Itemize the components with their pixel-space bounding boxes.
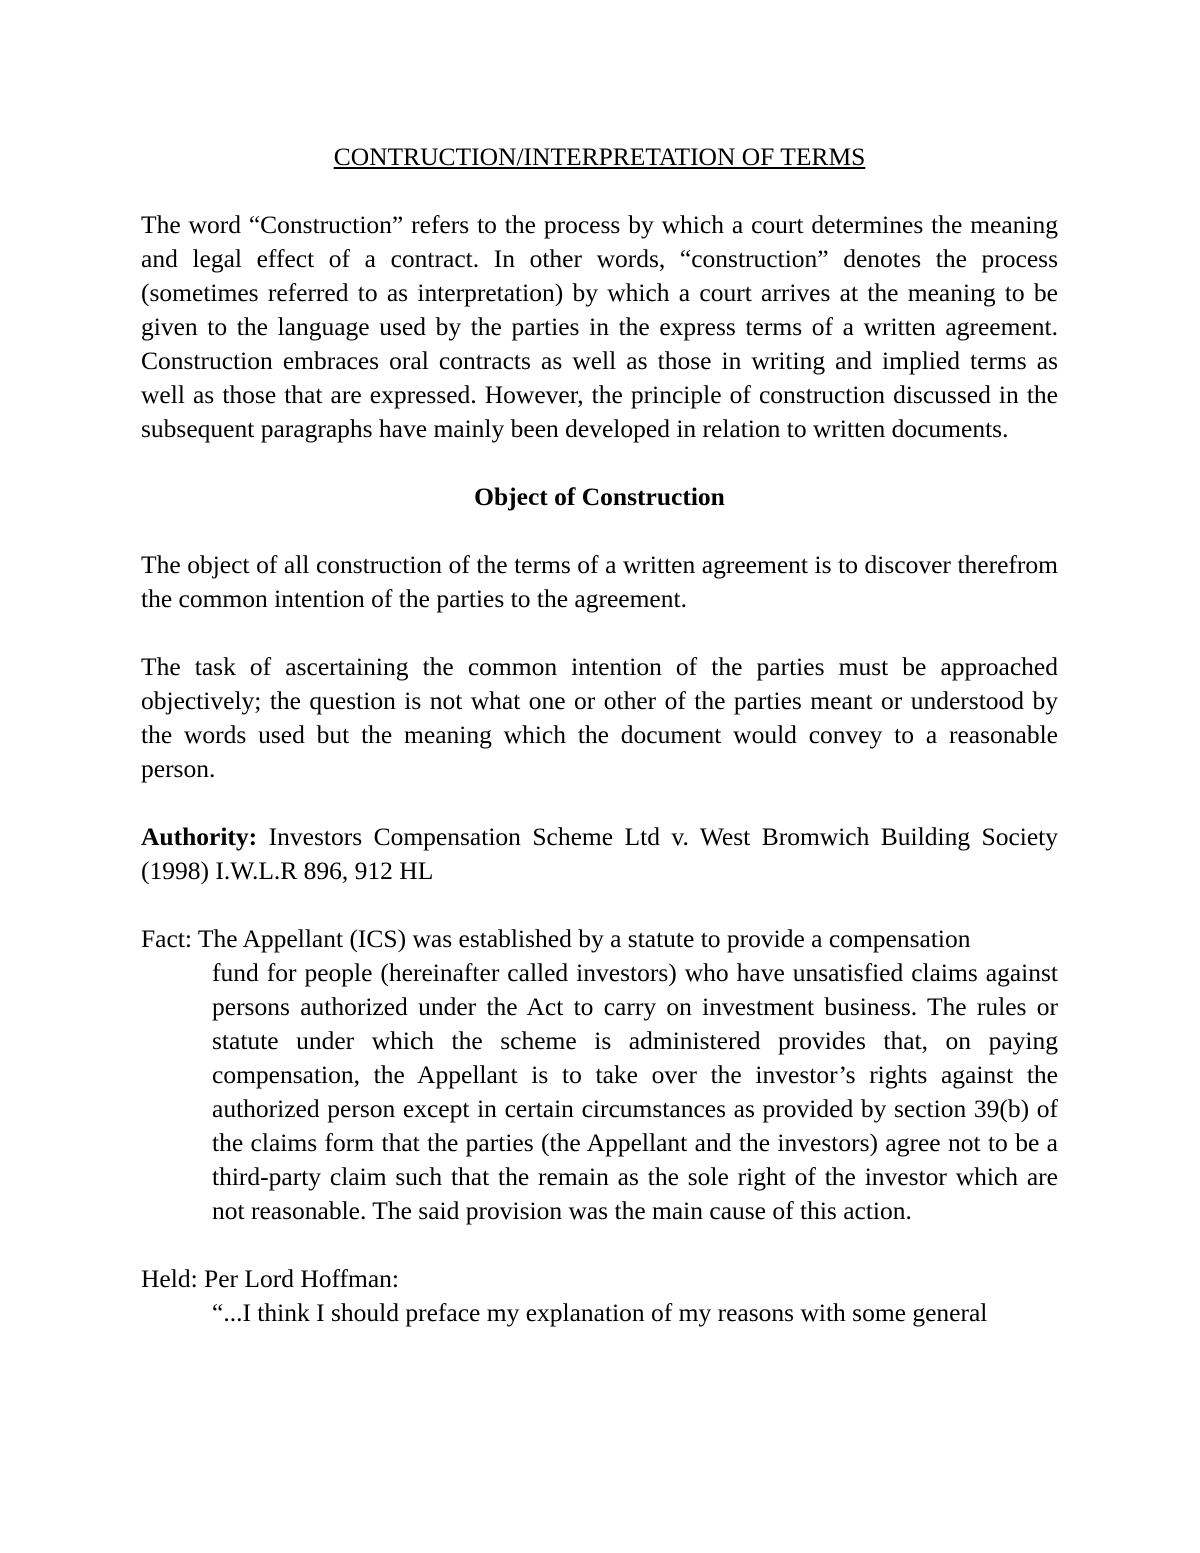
spacer: [141, 174, 1058, 208]
spacer: [141, 446, 1058, 480]
section-heading: Object of Construction: [474, 482, 725, 511]
intro-paragraph: The word “Construction” refers to the process by which a court determines the meaning and legal effect of a contract. In other words, “construction” denotes the process (sometimes referred to as interpretation) by which a court arrives at the meaning to be given to the language used by the parties in the express terms of a written agreement. Construction embraces oral contracts as well as those in writing and implied terms as well as those that are expressed. However, the principle of construction discussed in the subsequent paragraphs have mainly been developed in relation to written documents.: [141, 210, 1058, 443]
spacer: [141, 514, 1058, 548]
fact-block: [141, 922, 1058, 1228]
document-title: CONTRUCTION/INTERPRETATION OF TERMS: [333, 142, 866, 171]
object-paragraph: The object of all construction of the terms of a written agreement is to discover therefrom the common intention of the parties to the agreement.: [141, 550, 1058, 613]
spacer: [141, 786, 1058, 820]
fact-first-line: Fact: The Appellant (ICS) was established by a statute to provide a compensation: [141, 924, 971, 953]
held-line: Held: Per Lord Hoffman:: [141, 1264, 400, 1293]
authority-label: Authority:: [141, 822, 258, 851]
held-quote-start: “...I think I should preface my explanation of my reasons with some general: [212, 1298, 988, 1327]
authority-paragraph: [141, 820, 1058, 888]
task-paragraph: The task of ascertaining the common intention of the parties must be approached objectively; the question is not what one or other of the parties meant or understood by the words used but the meaning which the document would convey to a reasonable person.: [141, 652, 1058, 783]
document-page: [141, 140, 1058, 1330]
fact-continuation: fund for people (hereinafter called investors) who have unsatisfied claims against persons authorized under the Act to carry on investment business. The rules or statute under which the scheme is administered provides that, on paying compensation, the Appellant is to take over the investor’s rights against the authorized person except in certain circumstances as provided by section 39(b) of the claims form that the parties (the Appellant and the investors) agree not to be a third-party claim such that the remain as the sole right of the investor which are not reasonable. The said provision was the main cause of this action.: [212, 958, 1058, 1225]
spacer: [141, 1228, 1058, 1262]
authority-citation: Investors Compensation Scheme Ltd v. West Bromwich Building Society (1998) I.W.L.R 896, 912 HL: [141, 822, 1059, 885]
spacer: [141, 888, 1058, 922]
spacer: [141, 616, 1058, 650]
